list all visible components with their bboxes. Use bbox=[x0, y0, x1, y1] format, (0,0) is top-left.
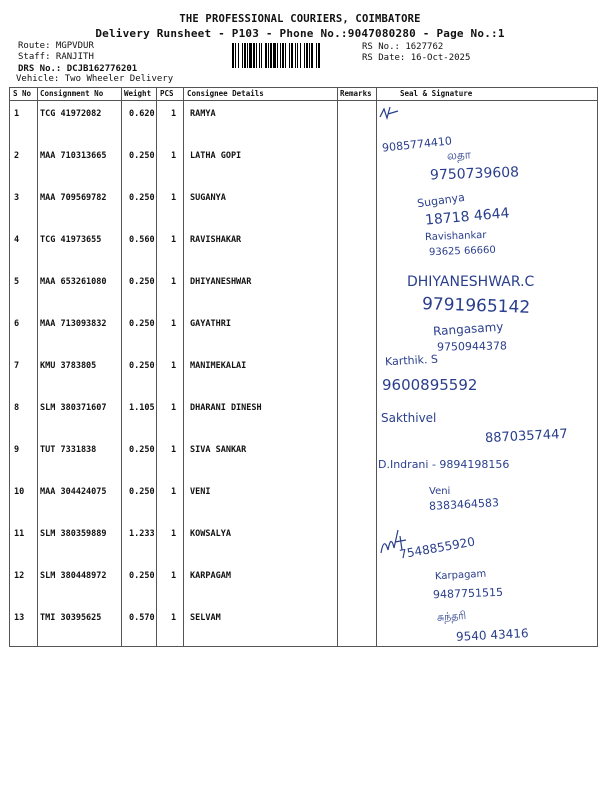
handwritten-signature: 9085774410 bbox=[381, 134, 453, 155]
consignment-number: SLM 380371607 bbox=[40, 403, 107, 413]
handwritten-signature: லதா bbox=[446, 147, 472, 163]
barcode-bar bbox=[238, 43, 239, 68]
consignee-name: KARPAGAM bbox=[190, 571, 231, 581]
consignment-number: TUT 7331838 bbox=[40, 445, 97, 455]
barcode-bar bbox=[309, 43, 310, 68]
barcode-bar bbox=[249, 43, 252, 68]
table-row bbox=[10, 227, 597, 269]
weight-value: 0.250 bbox=[129, 277, 155, 287]
vehicle-label: Vehicle: Two Wheeler Delivery bbox=[16, 74, 174, 84]
barcode-bar bbox=[261, 43, 262, 68]
handwritten-signature: 18718 4644 bbox=[424, 205, 511, 229]
barcode-bar bbox=[311, 43, 313, 68]
weight-value: 0.250 bbox=[129, 445, 155, 455]
consignee-name: LATHA GOPI bbox=[190, 151, 242, 161]
barcode-bar bbox=[300, 43, 301, 68]
barcode-bar bbox=[235, 43, 236, 68]
pcs-value: 1 bbox=[171, 361, 177, 371]
barcode-bar bbox=[316, 43, 317, 68]
pcs-value: 1 bbox=[171, 487, 177, 497]
weight-value: 1.105 bbox=[129, 403, 155, 413]
barcode-bar bbox=[282, 43, 284, 68]
handwritten-signature: 9750944378 bbox=[436, 339, 508, 354]
consignee-name: DHIYANESHWAR bbox=[190, 277, 252, 287]
consignment-number: SLM 380448972 bbox=[40, 571, 107, 581]
handwritten-signature: 7548855920 bbox=[398, 534, 476, 562]
row-sno: 2 bbox=[14, 151, 20, 161]
barcode-bar bbox=[268, 43, 269, 68]
table-row bbox=[10, 479, 597, 521]
pcs-value: 1 bbox=[171, 277, 177, 287]
barcode-bar bbox=[297, 43, 298, 68]
weight-value: 0.560 bbox=[129, 235, 155, 245]
consignment-number: MAA 710313665 bbox=[40, 151, 107, 161]
col-remarks: Remarks bbox=[340, 89, 372, 98]
consignee-name: SUGANYA bbox=[190, 193, 226, 203]
pcs-value: 1 bbox=[171, 403, 177, 413]
consignment-number: TCG 41973655 bbox=[40, 235, 102, 245]
consignment-number: MAA 713093832 bbox=[40, 319, 107, 329]
pcs-value: 1 bbox=[171, 151, 177, 161]
row-sno: 7 bbox=[14, 361, 20, 371]
row-sno: 11 bbox=[14, 529, 25, 539]
barcode-bar bbox=[306, 43, 308, 68]
barcode-bar bbox=[244, 43, 246, 68]
barcode-image bbox=[232, 43, 357, 68]
route-label: Route: MGPVDUR bbox=[18, 41, 94, 51]
handwritten-signature: Karpagam bbox=[434, 568, 487, 583]
consignment-number: KMU 3783805 bbox=[40, 361, 97, 371]
barcode-bar bbox=[253, 43, 255, 68]
drs-number: DRS No.: DCJB162776201 bbox=[18, 64, 138, 74]
barcode-bar bbox=[304, 43, 305, 68]
pcs-value: 1 bbox=[171, 319, 177, 329]
weight-value: 0.250 bbox=[129, 319, 155, 329]
handwritten-signature: சுந்தரி bbox=[436, 608, 467, 625]
consignment-number: SLM 380359889 bbox=[40, 529, 107, 539]
col-sno: S No bbox=[13, 89, 32, 98]
pcs-value: 1 bbox=[171, 109, 177, 119]
weight-value: 0.250 bbox=[129, 193, 155, 203]
barcode-bar bbox=[285, 43, 286, 68]
table-header bbox=[10, 88, 597, 101]
consignee-name: DHARANI DINESH bbox=[190, 403, 262, 413]
row-sno: 12 bbox=[14, 571, 25, 581]
consignee-name: RAVISHAKAR bbox=[190, 235, 242, 245]
barcode-bar bbox=[242, 43, 243, 68]
barcode-bar bbox=[289, 43, 290, 68]
handwritten-signature: Suganya bbox=[416, 190, 466, 211]
document-title: THE PROFESSIONAL COURIERS, COIMBATORE bbox=[179, 13, 421, 25]
handwritten-signature: 9750739608 bbox=[429, 164, 520, 184]
barcode-bar bbox=[265, 43, 267, 68]
table-row bbox=[10, 311, 597, 353]
handwritten-signature: 93625 66660 bbox=[428, 244, 496, 259]
handwritten-signature: DHIYANESHWAR.C bbox=[407, 274, 535, 290]
consignee-name: SIVA SANKAR bbox=[190, 445, 247, 455]
consignment-number: MAA 304424075 bbox=[40, 487, 107, 497]
runsheet-table bbox=[9, 87, 598, 647]
col-pcs: PCS bbox=[160, 89, 174, 98]
handwritten-signature: Veni bbox=[429, 486, 451, 497]
handwritten-signature: 8383464583 bbox=[428, 496, 500, 513]
col-weight: Weight bbox=[124, 89, 152, 98]
col-seal-signature: Seal & Signature bbox=[400, 89, 473, 98]
row-sno: 1 bbox=[14, 109, 20, 119]
col-consignment: Consignment No bbox=[40, 89, 104, 98]
pcs-value: 1 bbox=[171, 235, 177, 245]
barcode-bar bbox=[291, 43, 293, 68]
barcode-bar bbox=[259, 43, 260, 68]
row-sno: 3 bbox=[14, 193, 20, 203]
handwritten-signature: 9600895592 bbox=[382, 376, 478, 394]
table-row bbox=[10, 563, 597, 605]
signature-scribble bbox=[378, 103, 400, 123]
row-sno: 5 bbox=[14, 277, 20, 287]
barcode-bar bbox=[256, 43, 257, 68]
handwritten-signature: 9540 43416 bbox=[455, 626, 529, 644]
consignee-name: GAYATHRI bbox=[190, 319, 231, 329]
handwritten-signature: D.Indrani - 9894198156 bbox=[378, 458, 510, 471]
consignment-number: TMI 30395625 bbox=[40, 613, 102, 623]
barcode-bar bbox=[232, 43, 234, 68]
handwritten-signature: 9487751515 bbox=[432, 585, 504, 602]
col-consignee: Consignee Details bbox=[187, 89, 264, 98]
barcode-bar bbox=[280, 43, 281, 68]
handwritten-signature: Sakthivel bbox=[381, 411, 437, 425]
handwritten-signature: Rangasamy bbox=[432, 319, 504, 339]
weight-value: 1.233 bbox=[129, 529, 155, 539]
row-sno: 6 bbox=[14, 319, 20, 329]
handwritten-signature: 9791965142 bbox=[421, 294, 531, 318]
table-row bbox=[10, 101, 597, 143]
row-sno: 13 bbox=[14, 613, 25, 623]
handwritten-signature: 8870357447 bbox=[484, 426, 569, 447]
barcode-bar bbox=[247, 43, 248, 68]
table-row bbox=[10, 521, 597, 563]
consignment-number: TCG 41972082 bbox=[40, 109, 102, 119]
weight-value: 0.250 bbox=[129, 487, 155, 497]
consignee-name: RAMYA bbox=[190, 109, 216, 119]
runsheet-subtitle: Delivery Runsheet - P103 - Phone No.:9047080280 - Page No.:1 bbox=[95, 27, 505, 40]
consignment-number: MAA 653261080 bbox=[40, 277, 107, 287]
barcode-bar bbox=[295, 43, 296, 68]
barcode-bar bbox=[277, 43, 278, 68]
pcs-value: 1 bbox=[171, 445, 177, 455]
table-row bbox=[10, 353, 597, 395]
rs-date: RS Date: 16-Oct-2025 bbox=[362, 53, 471, 63]
pcs-value: 1 bbox=[171, 571, 177, 581]
consignment-number: MAA 709569782 bbox=[40, 193, 107, 203]
barcode-bar bbox=[273, 43, 276, 68]
consignee-name: MANIMEKALAI bbox=[190, 361, 247, 371]
signature-scribble bbox=[378, 528, 414, 558]
consignee-name: VENI bbox=[190, 487, 211, 497]
barcode-bar bbox=[318, 43, 320, 68]
handwritten-signature: Ravishankar bbox=[424, 229, 487, 244]
pcs-value: 1 bbox=[171, 529, 177, 539]
consignee-name: KOWSALYA bbox=[190, 529, 231, 539]
weight-value: 0.620 bbox=[129, 109, 155, 119]
weight-value: 0.570 bbox=[129, 613, 155, 623]
row-sno: 9 bbox=[14, 445, 20, 455]
pcs-value: 1 bbox=[171, 613, 177, 623]
weight-value: 0.250 bbox=[129, 151, 155, 161]
staff-label: Staff: RANJITH bbox=[18, 52, 94, 62]
weight-value: 0.250 bbox=[129, 571, 155, 581]
row-sno: 8 bbox=[14, 403, 20, 413]
barcode-bar bbox=[270, 43, 272, 68]
rs-number: RS No.: 1627762 bbox=[362, 42, 444, 52]
pcs-value: 1 bbox=[171, 193, 177, 203]
handwritten-signature: Karthik. S bbox=[384, 352, 439, 369]
row-sno: 4 bbox=[14, 235, 20, 245]
weight-value: 0.250 bbox=[129, 361, 155, 371]
row-sno: 10 bbox=[14, 487, 25, 497]
consignee-name: SELVAM bbox=[190, 613, 221, 623]
